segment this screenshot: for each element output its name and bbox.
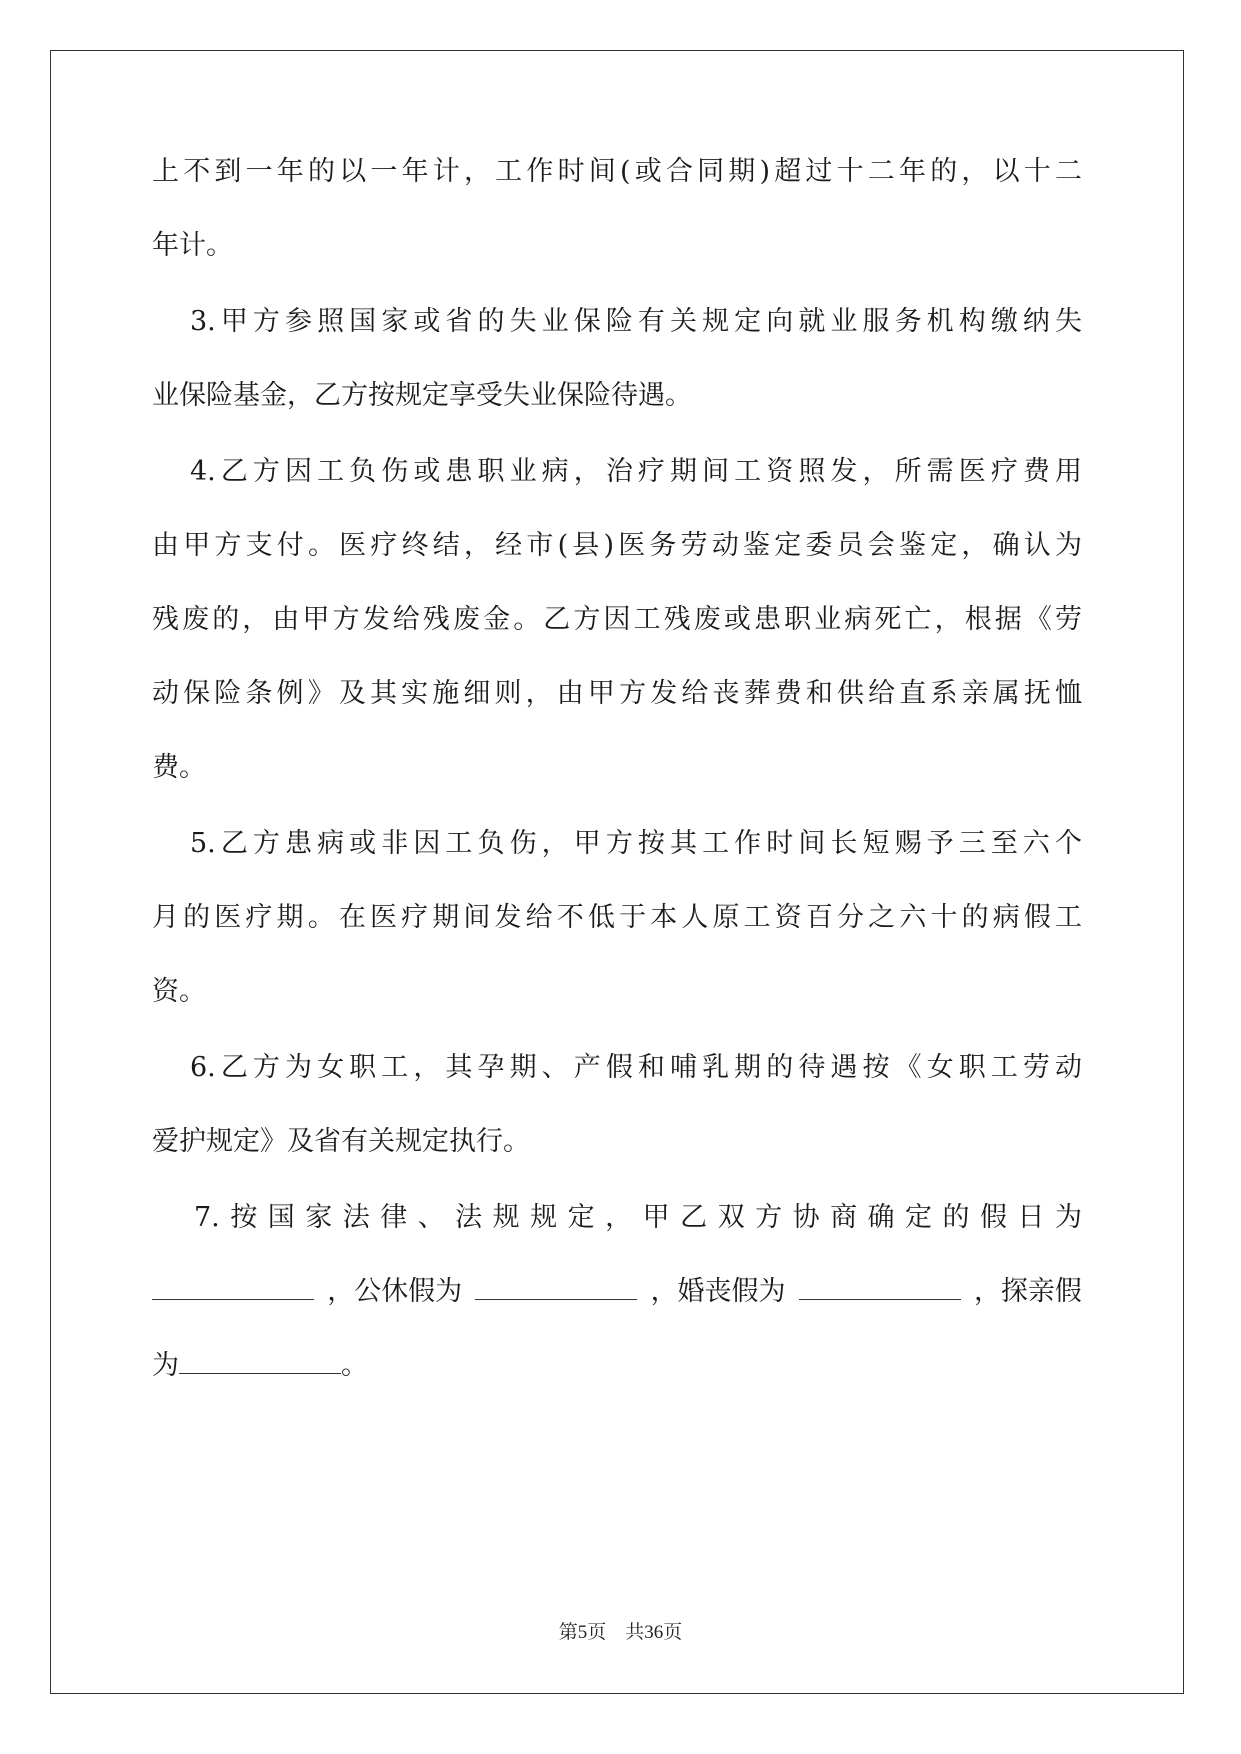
- text-fragment: ，婚丧假为: [650, 1276, 786, 1307]
- blank-field[interactable]: [799, 1277, 961, 1300]
- text-line: 由甲方支付。医疗终结，经市(县)医务劳动鉴定委员会鉴定，确认为: [152, 530, 1082, 561]
- text-line: 7.按国家法律、法规规定，甲乙双方协商确定的假日为: [194, 1202, 1082, 1233]
- text-line: 3.甲方参照国家或省的失业保险有关规定向就业服务机构缴纳失: [190, 306, 1082, 337]
- text-line: 爱护规定》及省有关规定执行。: [152, 1126, 530, 1157]
- text-line: 4.乙方因工负伤或患职业病，治疗期间工资照发，所需医疗费用: [190, 456, 1082, 487]
- page-border: [50, 50, 1184, 1694]
- text-line: 上不到一年的以一年计，工作时间(或合同期)超过十二年的，以十二: [152, 156, 1082, 187]
- blank-field[interactable]: [475, 1277, 637, 1300]
- text-line: 6.乙方为女职工，其孕期、产假和哺乳期的待遇按《女职工劳动: [190, 1052, 1082, 1083]
- blank-field[interactable]: [152, 1277, 314, 1300]
- text-fragment: ，公休假为: [327, 1276, 463, 1307]
- text-line: 月的医疗期。在医疗期间发给不低于本人原工资百分之六十的病假工: [152, 902, 1082, 933]
- text-line: 费。: [152, 752, 206, 783]
- text-line-blanks: [152, 1272, 1082, 1312]
- text-line: 资。: [152, 976, 206, 1007]
- text-line: 动保险条例》及其实施细则，由甲方发给丧葬费和供给直系亲属抚恤: [152, 678, 1082, 709]
- text-line: 业保险基金，乙方按规定享受失业保险待遇。: [152, 380, 692, 411]
- text-fragment: 为: [152, 1350, 179, 1381]
- text-fragment: ，探亲假: [973, 1276, 1082, 1307]
- text-line: 残废的，由甲方发给残废金。乙方因工残废或患职业病死亡，根据《劳: [152, 604, 1082, 635]
- text-line-blanks: [152, 1346, 368, 1386]
- text-line: 年计。: [152, 230, 233, 261]
- page-footer: 第5页 共36页: [558, 1622, 683, 1643]
- text-fragment: 。: [341, 1350, 368, 1381]
- text-line: 5.乙方患病或非因工负伤，甲方按其工作时间长短赐予三至六个: [190, 828, 1082, 859]
- blank-field[interactable]: [179, 1351, 341, 1374]
